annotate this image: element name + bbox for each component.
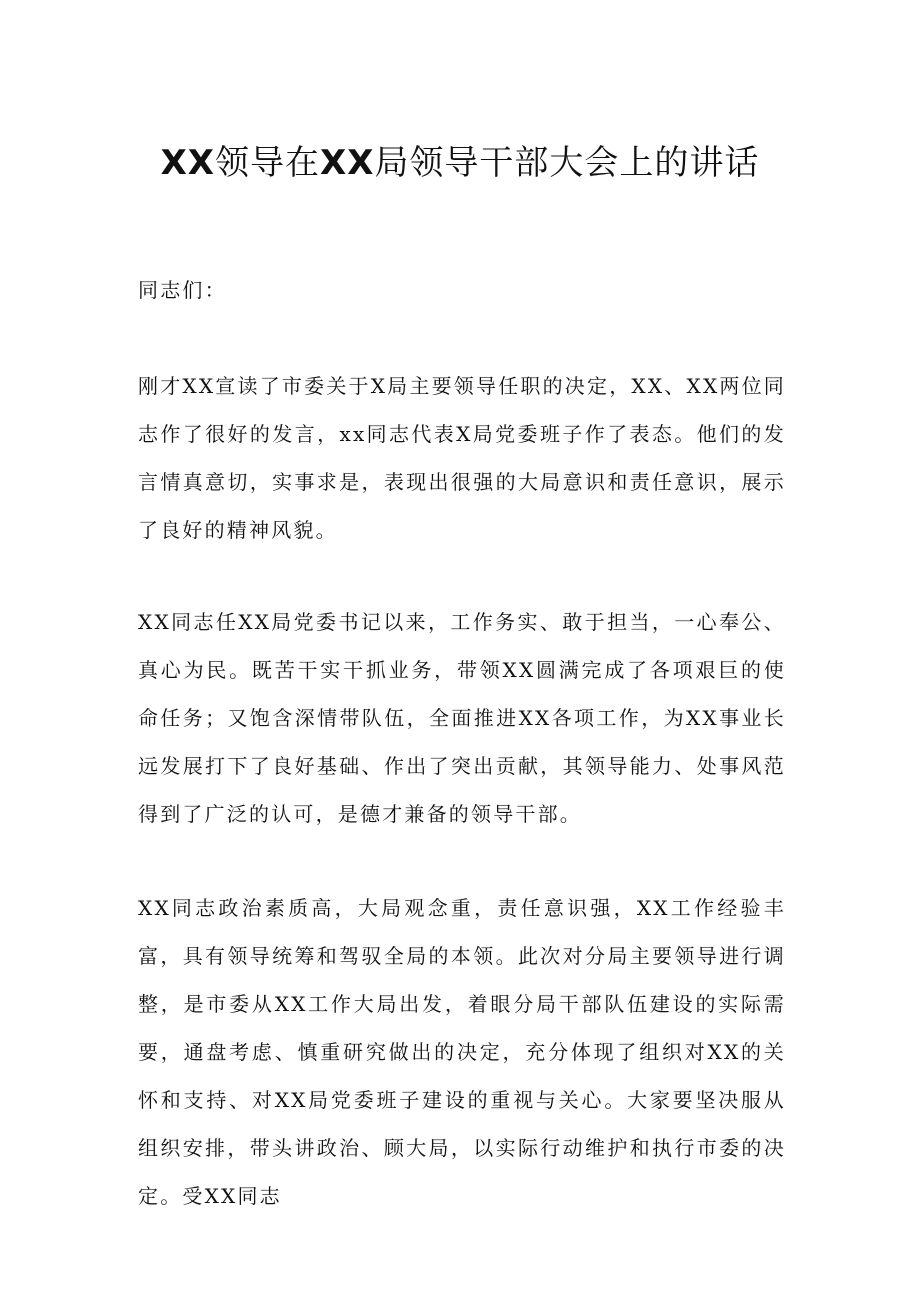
paragraph-1: 刚才XX宣读了市委关于X局主要领导任职的决定，XX、XX两位同志作了很好的发言，xx同志代表X局党委班子作了表态。他们的发言情真意切，实事求是，表现出很强的大局意识和责任意识，展示了良好的精神风貌。 <box>138 374 786 542</box>
document-title: XX领导在XX局领导干部大会上的讲话 <box>160 143 760 183</box>
paragraph-3: XX同志政治素质高，大局观念重，责任意识强，XX工作经验丰富，具有领导统筹和驾驭全局的本领。此次对分局主要领导进行调整，是市委从XX工作大局出发，着眼分局干部队伍建设的实际需要，通盘考虑、慎重研究做出的决定，充分体现了组织对XX的关怀和支持、对XX局党委班子建设的重视与关心。大家要坚决服从组织安排，带头讲政治、顾大局，以实际行动维护和执行市委的决定。受XX同志 <box>138 896 786 1208</box>
greeting: 同志们： <box>138 278 227 302</box>
paragraph-2: XX同志任XX局党委书记以来，工作务实、敢于担当，一心奉公、真心为民。既苦干实干抓业务，带领XX圆满完成了各项艰巨的使命任务；又饱含深情带队伍，全面推进XX各项工作，为XX事业长远发展打下了良好基础、作出了突出贡献，其领导能力、处事风范得到了广泛的认可，是德才兼备的领导干部。 <box>138 610 786 826</box>
